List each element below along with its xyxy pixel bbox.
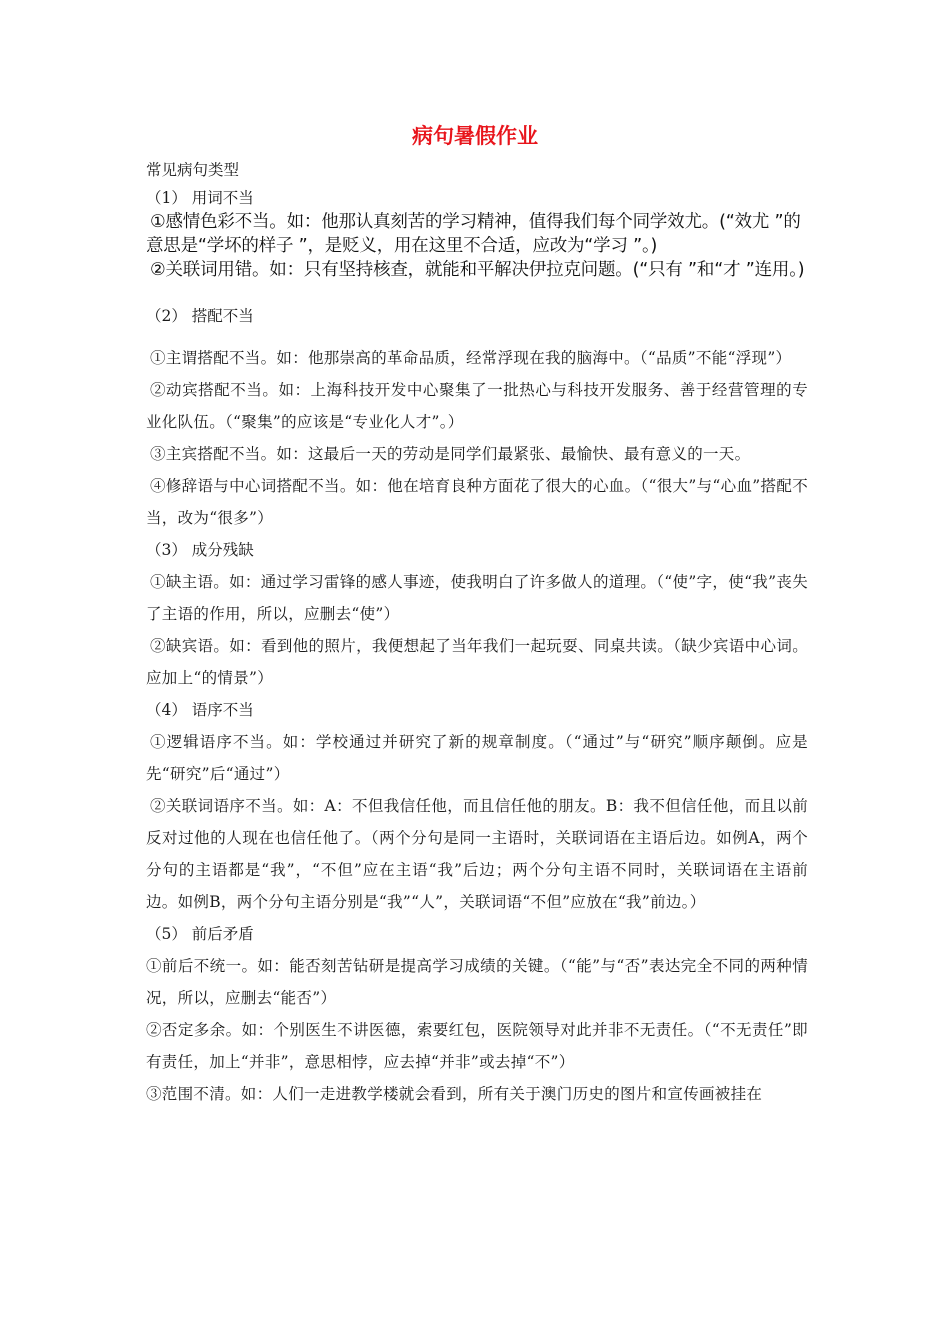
- section-heading-3: （3） 成分残缺: [146, 541, 254, 559]
- document-body: [146, 160, 808, 1110]
- section-2-item-4: ④修辞语与中心词搭配不当。如：他在培育良种方面花了很大的心血。（“很大”与“心血”搭配不当，改为“很多”）: [146, 477, 808, 527]
- section-5-item-1: ①前后不统一。如：能否刻苦钻研是提高学习成绩的关键。（“能”与“否”表达完全不同的两种情况，所以，应删去“能否”）: [146, 957, 808, 1007]
- section-list: [146, 300, 808, 1110]
- section-5-item-2: ②否定多余。如：个别医生不讲医德，索要红包，医院领导对此并非不无责任。（“不无责任”即有责任，加上“并非”，意思相悖，应去掉“并非”或去掉“不”）: [146, 1021, 808, 1071]
- section-heading-5: （5） 前后矛盾: [146, 925, 254, 943]
- document-title: 病句暑假作业: [412, 124, 538, 148]
- section-4-item-1: ①逻辑语序不当。如：学校通过并研究了新的规章制度。（“通过”与“研究”顺序颠倒。应是先“研究”后“通过”）: [146, 733, 808, 783]
- section-heading-1: （1） 用词不当: [146, 189, 254, 207]
- section-4-item-2: ②关联词语序不当。如：A：不但我信任他，而且信任他的朋友。B：我不但信任他，而且以前反对过他的人现在也信任他了。（两个分句是同一主语时，关联词语在主语后边。如例A，两个分句的主语都是“我”，“不但”应在主语“我”后边；两个分句主语不同时，关联词语在主语前边。如例B，两个分句主语分别是“我”“人”，关联词语“不但”应放在“我”前边。）: [146, 797, 808, 911]
- section-2-item-1: ①主谓搭配不当。如：他那崇高的革命品质，经常浮现在我的脑海中。（“品质”不能“浮现”）: [150, 349, 792, 367]
- section-1-item-1: ①感情色彩不当。如：他那认真刻苦的学习精神，值得我们每个同学效尤。(“效尤 ”的意思是“学坏的样子 ”，是贬义，用在这里不合适，应改为“学习 ”。): [146, 212, 801, 256]
- section-2-item-3: ③主宾搭配不当。如：这最后一天的劳动是同学们最紧张、最愉快、最有意义的一天。: [150, 445, 751, 463]
- section-1-item-2: ②关联词用错。如：只有坚持核查，就能和平解决伊拉克问题。(“只有 ”和“才 ”连用。): [150, 260, 805, 280]
- section-3-item-1: ①缺主语。如：通过学习雷锋的感人事迹，使我明白了许多做人的道理。（“使”字，使“我”丧失了主语的作用，所以，应删去“使”）: [146, 573, 808, 623]
- section-5-item-3: ③范围不清。如：人们一走进教学楼就会看到，所有关于澳门历史的图片和宣传画被挂在: [146, 1085, 763, 1103]
- intro-line: 常见病句类型: [146, 161, 240, 179]
- section-3-item-2: ②缺宾语。如：看到他的照片，我便想起了当年我们一起玩耍、同桌共读。（缺少宾语中心词。应加上“的情景”）: [146, 637, 808, 687]
- scanned-text-block: [146, 210, 808, 282]
- section-heading-2: （2） 搭配不当: [146, 307, 254, 325]
- section-2-item-2: ②动宾搭配不当。如：上海科技开发中心聚集了一批热心与科技开发服务、善于经营管理的专业化队伍。（“聚集”的应该是“专业化人才”。）: [146, 381, 808, 431]
- section-heading-4: （4） 语序不当: [146, 701, 254, 719]
